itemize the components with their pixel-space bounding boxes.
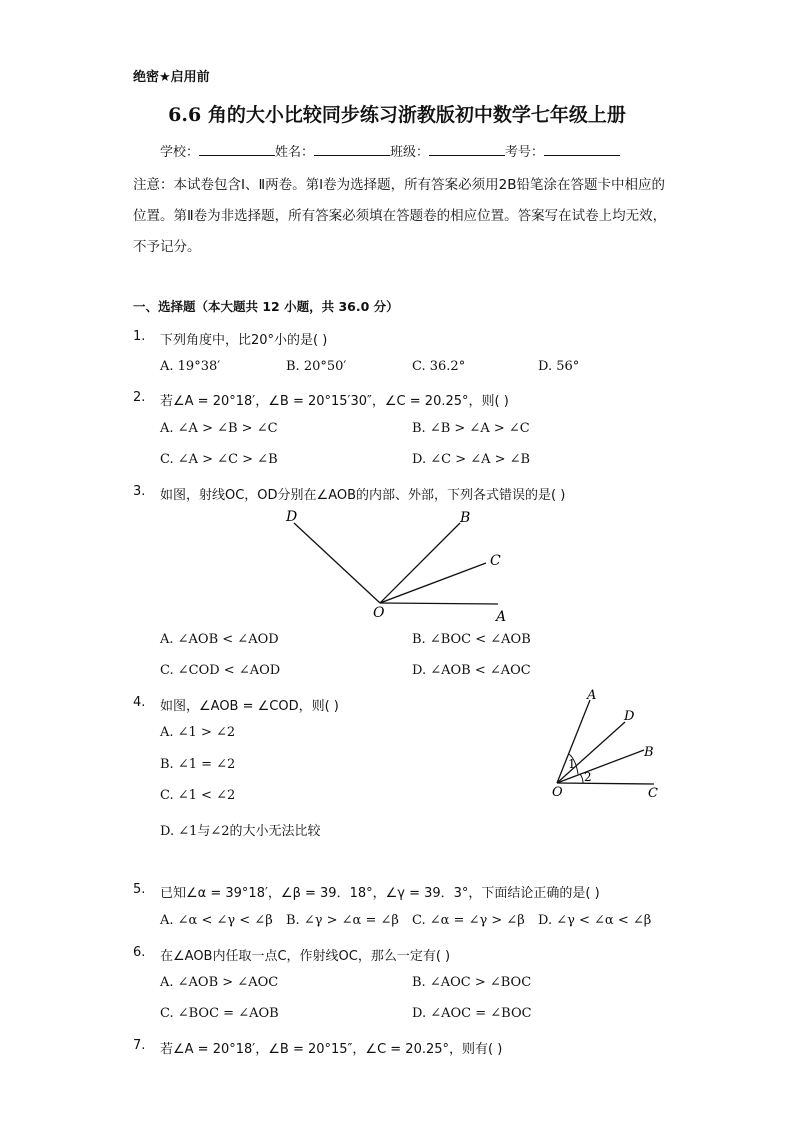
option-b: B. ∠AOC > ∠BOC xyxy=(412,975,532,990)
label-d: D xyxy=(624,709,635,724)
question-number: 6. xyxy=(133,945,146,960)
option-b: B. ∠B > ∠A > ∠C xyxy=(412,421,530,436)
question-number: 7. xyxy=(133,1038,146,1053)
label-b: B xyxy=(460,510,471,526)
option-d: D. ∠AOB < ∠AOC xyxy=(412,663,531,678)
option-d: D. ∠1与∠2的大小无法比较 xyxy=(160,824,321,839)
label-b: B xyxy=(644,745,654,760)
option-c: C. ∠COD < ∠AOD xyxy=(160,663,281,678)
option-c: C. ∠BOC = ∠AOB xyxy=(160,1006,279,1021)
name-blank xyxy=(314,143,390,156)
label-c: C xyxy=(490,553,501,569)
label-angle-1: 1 xyxy=(568,757,576,771)
question-number: 1. xyxy=(133,329,146,344)
option-a: A. ∠AOB < ∠AOD xyxy=(160,632,279,647)
notice-text: 注意：本试卷包含Ⅰ、Ⅱ两卷。第Ⅰ卷为选择题，所有答案必须用2B铅笔涂在答题卡中相应的位置。第Ⅱ卷为非选择题，所有答案必须填在答题卷的相应位置。答案写在试卷上均无效，不予记分。 xyxy=(133,177,667,255)
option-a: A. ∠α < ∠γ < ∠β xyxy=(160,913,273,928)
label-a: A xyxy=(587,688,597,703)
option-b: B. 20°50′ xyxy=(286,359,347,374)
school-blank xyxy=(199,143,275,156)
class-blank xyxy=(429,143,505,156)
option-a: A. ∠AOB > ∠AOC xyxy=(160,975,279,990)
label-d: D xyxy=(286,509,298,525)
question-number: 3. xyxy=(133,484,146,499)
ray-oc xyxy=(380,563,486,603)
secret-label: 绝密★启用前 xyxy=(133,70,210,85)
option-a: A. ∠A > ∠B > ∠C xyxy=(160,421,278,436)
angle-figure-q4 xyxy=(540,682,670,802)
option-d: D. ∠C > ∠A > ∠B xyxy=(412,452,531,467)
question-text: 已知∠α = 39°18′，∠β = 39．18°，∠γ = 39．3°，下面结论正确的是( ) xyxy=(160,886,600,901)
question-text: 下列角度中，比20°小的是( ) xyxy=(160,333,328,348)
label-a: A xyxy=(496,609,507,625)
option-d: D. 56° xyxy=(538,359,580,374)
option-c: C. ∠α = ∠γ > ∠β xyxy=(412,913,525,928)
name-label: 姓名： xyxy=(275,145,315,160)
label-o: O xyxy=(373,605,385,621)
class-label: 班级： xyxy=(390,145,430,160)
label-c: C xyxy=(648,786,658,801)
option-a: A. ∠1 > ∠2 xyxy=(160,725,236,740)
question-text: 如图，∠AOB = ∠COD，则( ) xyxy=(160,699,339,714)
option-a: A. 19°38′ xyxy=(160,359,221,374)
option-d: D. ∠γ < ∠α < ∠β xyxy=(538,913,652,928)
question-number: 4. xyxy=(133,695,146,710)
school-label: 学校： xyxy=(160,145,200,160)
label-o: O xyxy=(552,785,563,800)
page-title: 6.6 角的大小比较同步练习浙教版初中数学七年级上册 xyxy=(168,104,626,126)
label-angle-2: 2 xyxy=(584,770,592,784)
exam-no-label: 考号： xyxy=(505,145,545,160)
angle-figure-q3 xyxy=(280,505,520,625)
option-c: C. ∠1 < ∠2 xyxy=(160,788,236,803)
option-b: B. ∠1 = ∠2 xyxy=(160,757,236,772)
option-d: D. ∠AOC = ∠BOC xyxy=(412,1006,532,1021)
student-info-line xyxy=(160,141,620,160)
question-text: 若∠A = 20°18′，∠B = 20°15′30″，∠C = 20.25°，则( ) xyxy=(160,394,509,409)
ray-od xyxy=(294,523,380,603)
question-text: 在∠AOB内任取一点C，作射线OC，那么一定有( ) xyxy=(160,949,451,964)
question-number: 2. xyxy=(133,390,146,405)
ray-ob xyxy=(380,523,460,603)
question-number: 5. xyxy=(133,882,146,897)
option-b: B. ∠γ > ∠α = ∠β xyxy=(286,913,399,928)
section-heading: 一、选择题（本大题共 12 小题，共 36.0 分） xyxy=(133,299,399,314)
option-c: C. ∠A > ∠C > ∠B xyxy=(160,452,278,467)
question-text: 如图，射线OC，OD分别在∠AOB的内部、外部，下列各式错误的是( ) xyxy=(160,488,566,503)
ray-oc xyxy=(557,783,654,784)
option-c: C. 36.2° xyxy=(412,359,466,374)
arc-2 xyxy=(580,774,583,783)
option-b: B. ∠BOC < ∠AOB xyxy=(412,632,531,647)
question-text: 若∠A = 20°18′，∠B = 20°15″，∠C = 20.25°，则有( ) xyxy=(160,1042,503,1057)
exam-no-blank xyxy=(544,143,620,156)
ray-oa xyxy=(380,603,498,604)
